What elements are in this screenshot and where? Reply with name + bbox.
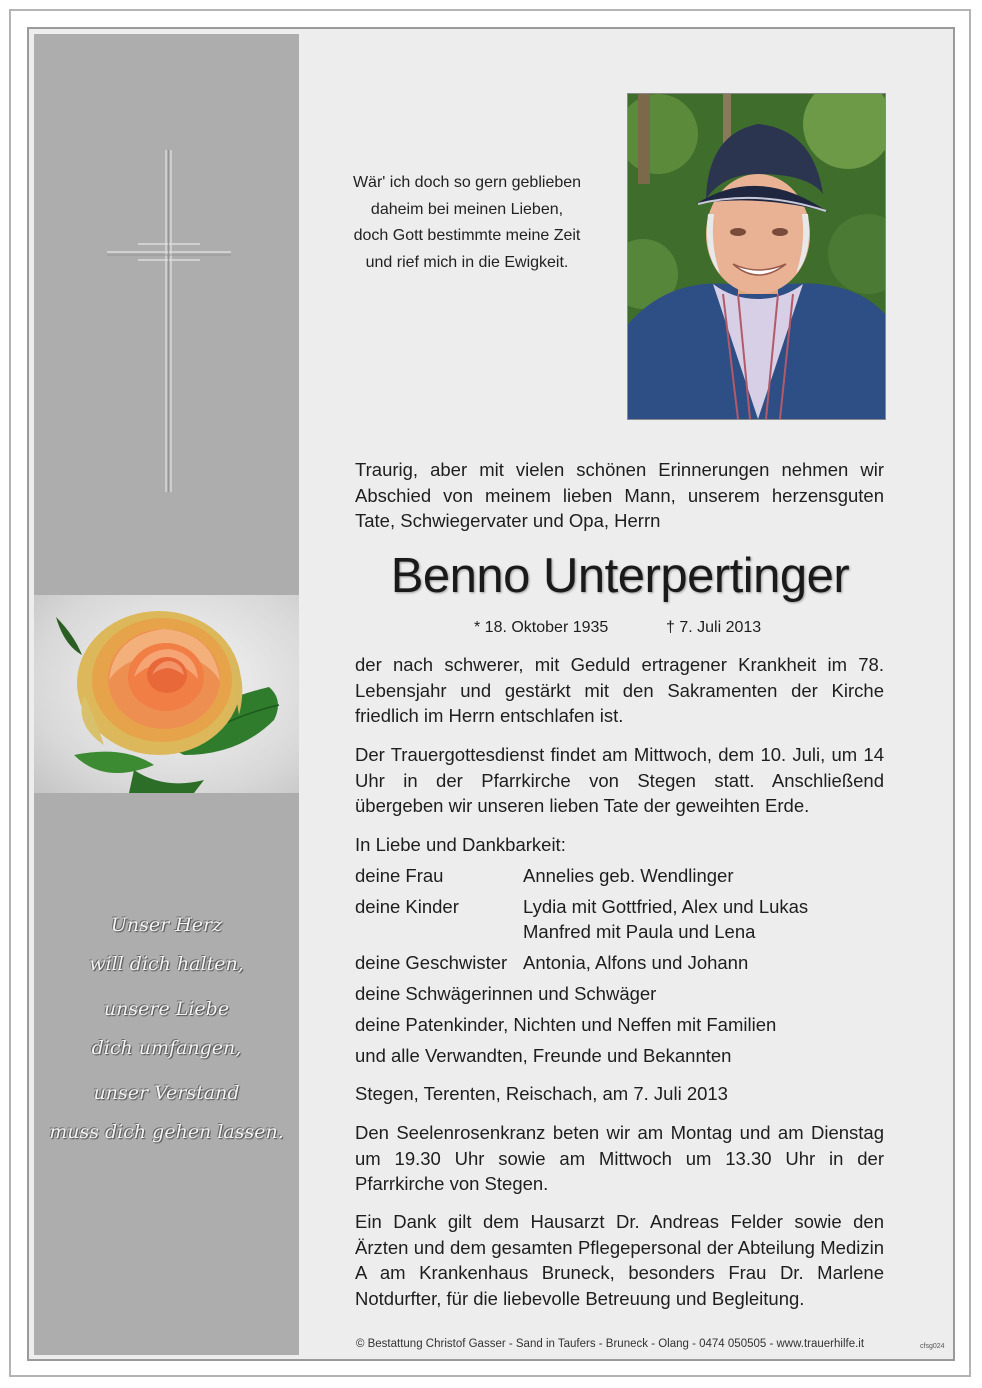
family-names: Annelies geb. Wendlinger [523,865,734,886]
family-names: Manfred mit Paula und Lena [523,921,756,942]
thanks-heading: In Liebe und Dankbarkeit: [355,834,566,855]
footer: © Bestattung Christof Gasser - Sand in Taufers - Bruneck - Olang - 0474 050505 - www.trauerhilfe.it [355,1338,865,1350]
verse-line: Wär' ich doch so gern geblieben [352,174,582,191]
family-names: Antonia, Alfons und Johann [523,952,749,973]
family-names: Lydia mit Gottfried, Alex und Lukas [523,896,809,917]
rosary-text: Den Seelenrosenkranz beten wir am Montag und am Dienstag um 19.30 Uhr sowie am Mittwoch um 13.30 Uhr in der Pfarrkirche von Stegen. [355,1122,884,1194]
verse-line: und rief mich in die Ewigkeit. [365,253,569,271]
poem-line: unsere Liebe [103,998,230,1020]
family-line: deine Patenkinder, Nichten und Neffen mit Familien [355,1014,777,1035]
family-label: deine Geschwister [355,952,508,973]
rose-image [34,595,299,793]
poem-line: muss dich gehen lassen. [49,1121,284,1143]
cross-icon [105,148,233,494]
intro-text: Traurig, aber mit vielen schönen Erinnerungen nehmen wir Abschied von meinem lieben Mann, unserem herzensguten Tate, Schwiegervater und Opa, Herrn [355,459,884,531]
deceased-name: Benno Unterpertinger [390,549,850,603]
family-label: deine Kinder [355,896,459,917]
verse-line: daheim bei meinen Lieben, [370,200,564,218]
birth-date: * 18. Oktober 1935 [474,619,609,636]
family-line: und alle Verwandten, Freunde und Bekannten [355,1045,732,1066]
poem-line: will dich halten, [89,953,244,975]
illness-text: der nach schwerer, mit Geduld ertragener Krankheit im 78. Lebensjahr und gestärkt mit den Sakramenten der Kirche friedlich im Herrn entschlafen ist. [355,654,884,726]
family-label: deine Frau [355,865,444,886]
portrait-photo [627,93,886,420]
poem-line: Unser Herz [110,914,223,936]
service-text: Der Trauergottesdienst findet am Mittwoch, dem 10. Juli, um 14 Uhr in der Pfarrkirche von Stegen statt. Anschließend übergeben wir unseren lieben Tate der geweihten Erde. [355,744,884,816]
family-line: deine Schwägerinnen und Schwäger [355,983,657,1004]
place-date: Stegen, Terenten, Reischach, am 7. Juli 2013 [355,1083,728,1104]
poem-line: unser Verstand [93,1082,240,1104]
death-date: † 7. Juli 2013 [666,619,762,636]
poem [34,906,299,1152]
template-code: cfsg024 [920,1343,945,1350]
poem-line: dich umfangen, [91,1037,242,1059]
gratitude-text: Ein Dank gilt dem Hausarzt Dr. Andreas Felder sowie den Ärzten und dem gesamten Pflegepersonal der Abteilung Medizin A am Krankenhaus Bruneck, besonders Frau Dr. Marlene Notdurfter, für die liebevolle Betreuung und Begleitung. [355,1211,884,1309]
verse-line: doch Gott bestimmte meine Zeit [353,227,581,244]
verse [320,170,614,276]
